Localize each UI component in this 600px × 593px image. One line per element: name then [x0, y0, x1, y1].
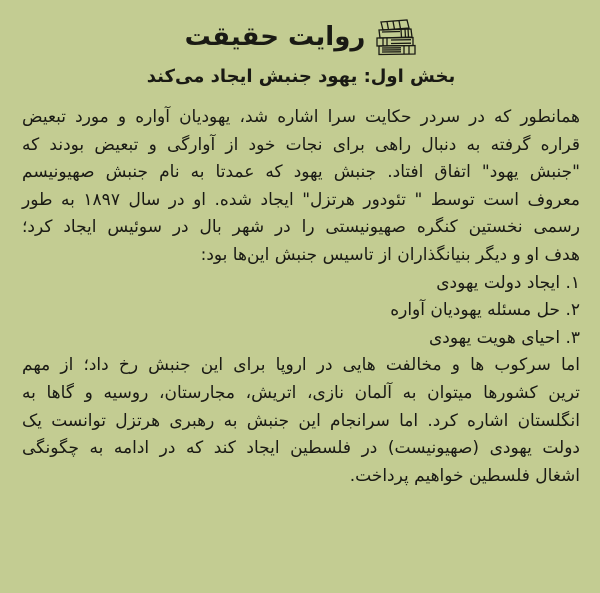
list-item: ۱. ایجاد دولت یهودی [436, 272, 580, 293]
text-line: ترین کشورها میتوان به آلمان نازی، اتریش، مجارستان، روسیه و گاها به [22, 382, 580, 403]
text-line: رسمی نخستین کنگره صهیونیستی را در شهر بال در سوئیس ایجاد کرد؛ [22, 217, 580, 238]
page-title: روایت حقیقت [184, 22, 366, 52]
list-item: ۳. احیای هویت یهودی [428, 327, 580, 348]
goals-list [22, 270, 580, 353]
text-line: انگلستان اشاره کرد. اما سرانجام این جنبش به رهبری هرتزل توانست یک [22, 410, 580, 431]
paragraph-conclusion [22, 352, 580, 490]
article-body [22, 104, 580, 490]
text-line: قراره گرفته به دنبال راهی برای نجات خود از آوارگی و تبعیض بودند که [22, 134, 580, 155]
text-line: هدف او و دیگر بنیانگذاران از تاسیس جنبش این‌ها بود: [200, 244, 580, 265]
books-stack-icon [373, 18, 417, 56]
header [22, 14, 580, 60]
text-line: اشغال فلسطین خواهیم پرداخت. [349, 465, 580, 486]
text-line: معروف است توسط " تئودور هرتزل" ایجاد شده. او در سال ۱۸۹۷ به طور [22, 189, 580, 210]
text-line: دولت یهودی (صهیونیست) در فلسطین ایجاد کند که در ادامه به چگونگی [22, 438, 580, 459]
section-subtitle: بخش اول: یهود جنبش ایجاد می‌کند [146, 66, 456, 87]
text-line: اما سرکوب ها و مخالفت هایی در اروپا برای این جنبش رخ داد؛ از مهم [22, 355, 580, 376]
paragraph-intro [22, 104, 580, 270]
text-line: "جنبش یهود" اتفاق افتاد. جنبش یهود که عمدتا به نام جنبش صهیونیسم [22, 162, 580, 183]
text-line: همانطور که در سردر حکایت سرا اشاره شد، یهودیان آواره و مورد تبعیض [22, 107, 580, 127]
list-item: ۲. حل مسئله یهودیان آواره [390, 300, 580, 321]
